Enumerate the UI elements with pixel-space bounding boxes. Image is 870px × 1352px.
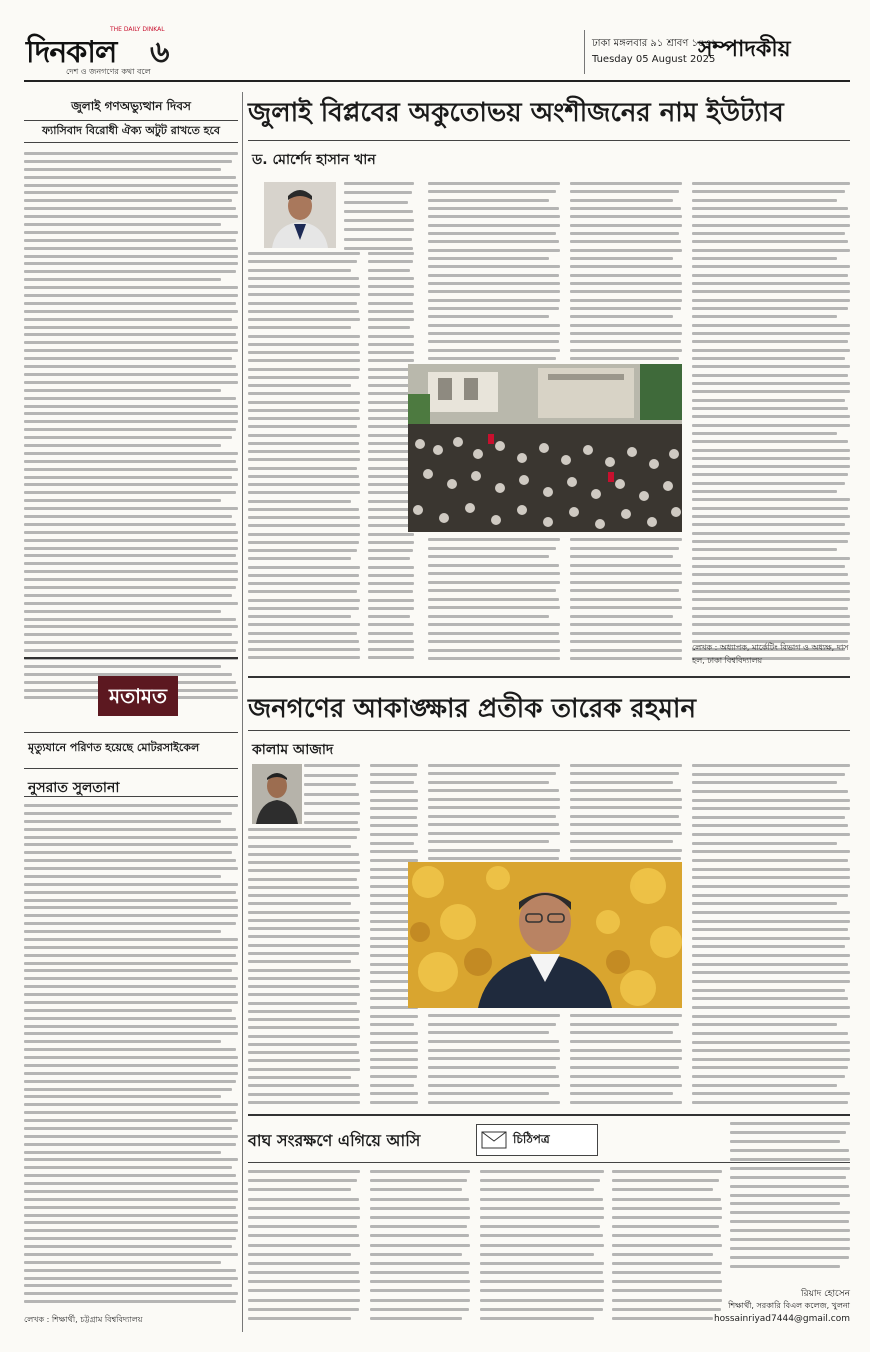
masthead-date-en: Tuesday 05 August 2025 (592, 54, 716, 65)
second-col-1-text (248, 828, 360, 1104)
second-col-1-top-text (304, 764, 360, 824)
second-feature-photo (408, 862, 682, 1008)
section-title: সম্পাদকীয় (698, 37, 791, 62)
lead-col-3-bottom-text (428, 538, 560, 660)
masthead-date-bn: ঢাকা মঙ্গলবার ৯১ শ্রাবণ ১৪৩২ (592, 38, 718, 49)
motamot-headline: মৃত্যুযানে পরিণত হয়েছে মোটরসাইকেল (28, 741, 200, 754)
second-author: কালাম আজাদ (252, 742, 334, 758)
second-col-3-top-text (428, 764, 560, 860)
second-author-photo (252, 764, 302, 824)
page-number: ৬ (150, 35, 170, 70)
letters-label: চিঠিপত্র (513, 1132, 550, 1146)
lead-col-4-bottom-text (570, 538, 682, 660)
lead-col-1-top-text (344, 182, 414, 250)
lead-author-note: লেখক : অধ্যাপক, মার্কেটিং বিভাগ ও অধ্যক্ষ, দাস হল, ঢাকা বিশ্ববিদ্যালয় (692, 643, 849, 665)
lead-col-1-text (248, 252, 360, 660)
tagline: দেশ ও জনগণের কথা বলে (66, 67, 151, 76)
tiger-col-4-text (612, 1170, 722, 1320)
letter-signature-role: শিক্ষার্থী, সরকারি বিএল কলেজ, খুলনা (728, 1301, 850, 1310)
second-col-4-bottom-text (570, 1014, 682, 1104)
left-body-text (24, 152, 238, 700)
second-col-3-bottom-text (428, 1014, 560, 1104)
motamot-author: নুসরাত সুলতানা (28, 780, 120, 796)
tiger-col-1-text (248, 1170, 360, 1320)
second-col-4-top-text (570, 764, 682, 860)
second-article (248, 680, 850, 1110)
lead-crowd-photo (408, 364, 682, 532)
left-column (24, 92, 238, 1332)
logo-text: দিনকাল (26, 35, 117, 70)
left-kicker: জুলাই গণঅভ্যুত্থান দিবস (71, 99, 191, 113)
motamot-logo (98, 676, 178, 716)
letters-section (248, 1118, 850, 1338)
letters-badge (476, 1124, 598, 1156)
tiger-col-5-text (730, 1122, 850, 1268)
lead-col-3-top-text (428, 182, 560, 360)
envelope-icon (481, 1131, 507, 1153)
tiger-col-2-text (370, 1170, 470, 1320)
second-col-5-text (692, 764, 850, 1104)
logo-sub: THE DAILY DINKAL (110, 26, 165, 33)
letter-signature-email[interactable]: hossainriyad7444@gmail.com (713, 1314, 850, 1324)
lead-headline[interactable]: জুলাই বিপ্লবের অকুতোভয় অংশীজনের নাম ইউট্যাব (248, 98, 784, 128)
tiger-headline[interactable]: বাঘ সংরক্ষণে এগিয়ে আসি (248, 1131, 421, 1150)
left-headline: ফ্যাসিবাদ বিরোধী ঐক্য অটুট রাখতে হবে (41, 124, 220, 137)
letter-signature-name: রিয়াদ হোসেন (801, 1289, 850, 1299)
lead-col-5-text (692, 182, 850, 660)
motamot-author-note: লেখক : শিক্ষার্থী, চট্টগ্রাম বিশ্ববিদ্যালয় (24, 1315, 143, 1324)
lead-author: ড. মোর্শেদ হাসান খান (252, 152, 376, 168)
newspaper-logo[interactable] (26, 28, 146, 70)
lead-article (248, 92, 850, 672)
lead-author-photo (264, 182, 336, 248)
motamot-logo-text: মতামত (108, 684, 168, 708)
tiger-col-3-text (480, 1170, 604, 1320)
motamot-body-text (24, 804, 238, 1304)
lead-col-4-top-text (570, 182, 682, 360)
second-headline[interactable]: জনগণের আকাঙ্ক্ষার প্রতীক তারেক রহমান (248, 694, 696, 724)
masthead (0, 0, 870, 92)
